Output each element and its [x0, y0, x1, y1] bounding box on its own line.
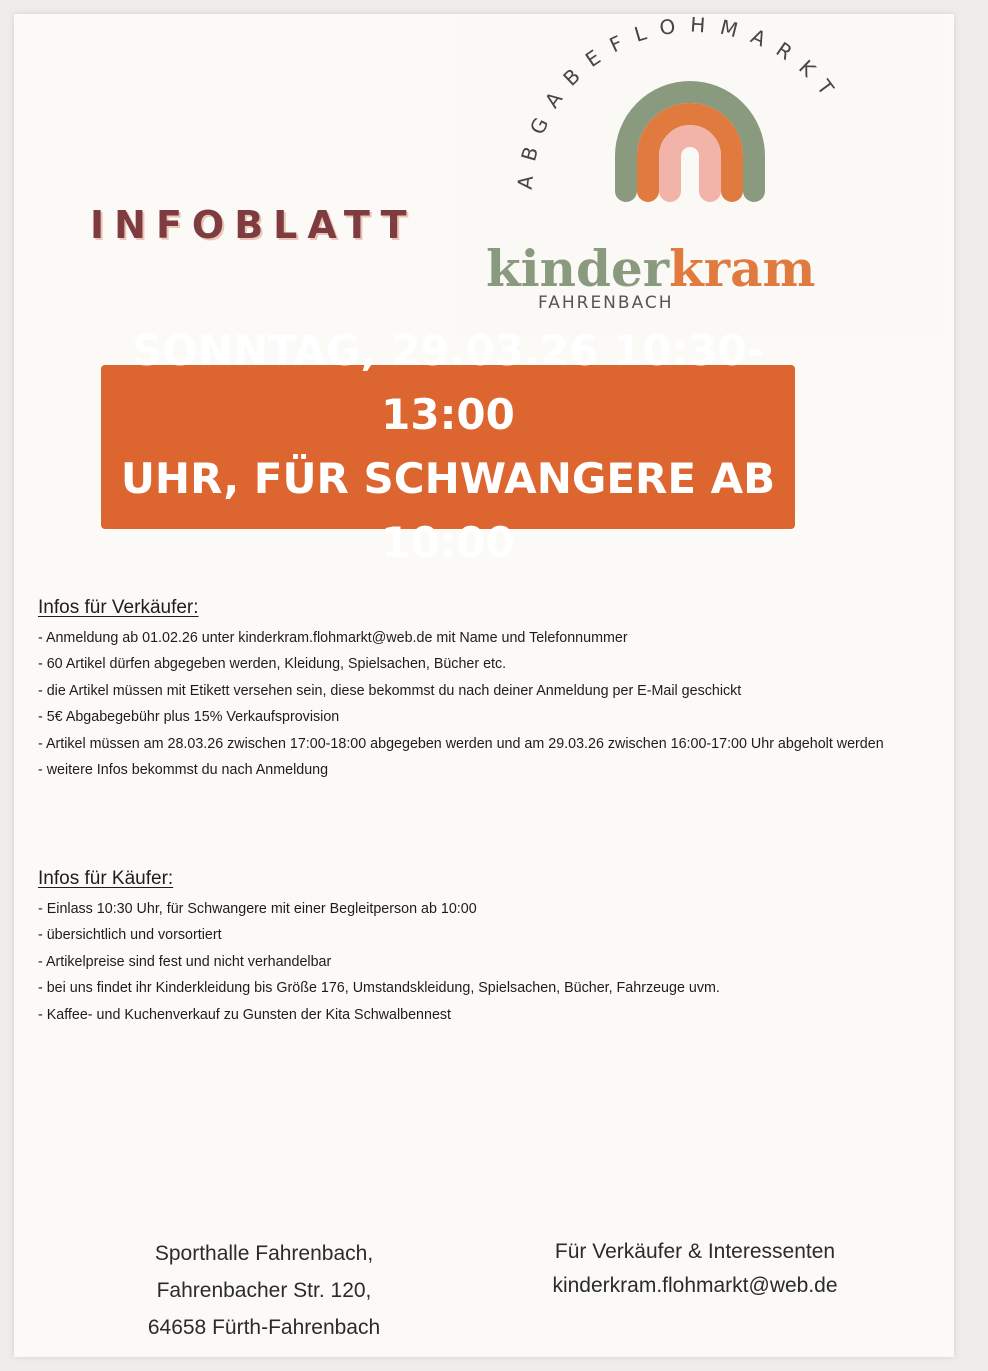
address-line: Fahrenbacher Str. 120,: [156, 1279, 372, 1302]
seller-info-list: [38, 625, 968, 783]
logo-location: FAHRENBACH: [538, 293, 674, 313]
logo-wordmark: kinderkram: [486, 239, 816, 298]
list-item: - 5€ Abgabegebühr plus 15% Verkaufsprovision: [38, 709, 340, 726]
logo-graphic: [458, 16, 938, 336]
list-item: - Artikelpreise sind fest und nicht verhandelbar: [38, 953, 332, 970]
seller-info-section: [38, 597, 968, 783]
list-item: - die Artikel müssen mit Etikett versehen sein, diese bekommst du nach deiner Anmeldung per E-Mail geschickt: [38, 682, 742, 699]
logo: [458, 16, 938, 336]
list-item: - bei uns findet ihr Kinderkleidung bis Größe 176, Umstandskleidung, Spielsachen, Bücher, Fahrzeuge uvm.: [38, 980, 720, 997]
banner-line-1: SONNTAG, 29.03.26 10:30-13:00: [131, 326, 765, 439]
buyer-info-list: [38, 896, 968, 1028]
buyer-info-section: [38, 868, 968, 1028]
list-item: - weitere Infos bekommst du nach Anmeldung: [38, 762, 329, 779]
list-item: - Anmeldung ab 01.02.26 unter kinderkram.flohmarkt@web.de mit Name und Telefonnummer: [38, 630, 628, 646]
contact-email[interactable]: kinderkram.flohmarkt@web.de: [552, 1274, 838, 1297]
contact-label: Für Verkäufer & Interessenten: [554, 1240, 836, 1263]
list-item: - 60 Artikel dürfen abgegeben werden, Kleidung, Spielsachen, Bücher etc.: [38, 656, 507, 673]
address-line: 64658 Fürth-Fahrenbach: [147, 1316, 381, 1339]
seller-info-heading: Infos für Verkäufer:: [38, 597, 199, 618]
venue-address: [134, 1235, 394, 1346]
address-line: Sporthalle Fahrenbach,: [154, 1242, 374, 1265]
date-banner: [101, 326, 795, 567]
list-item: - Einlass 10:30 Uhr, für Schwangere mit einer Begleitperson ab 10:00: [38, 901, 477, 917]
list-item: - Kaffee- und Kuchenverkauf zu Gunsten der Kita Schwalbennest: [38, 1006, 452, 1023]
logo-arc-text: ABGABEFLOHMARKT: [512, 16, 847, 191]
list-item: - übersichtlich und vorsortiert: [38, 927, 222, 944]
rainbow-inner-arc: [670, 136, 710, 191]
contact-block: [520, 1235, 870, 1303]
page-title: INFOBLATT: [90, 203, 417, 247]
banner-line-2: UHR, FÜR SCHWANGERE AB 10:00: [120, 454, 776, 567]
buyer-info-heading: Infos für Käufer:: [38, 868, 174, 889]
list-item: - Artikel müssen am 28.03.26 zwischen 17:00-18:00 abgegeben werden und am 29.03.26 zwischen 16:00-17:00 Uhr abgeholt werden: [38, 735, 884, 752]
